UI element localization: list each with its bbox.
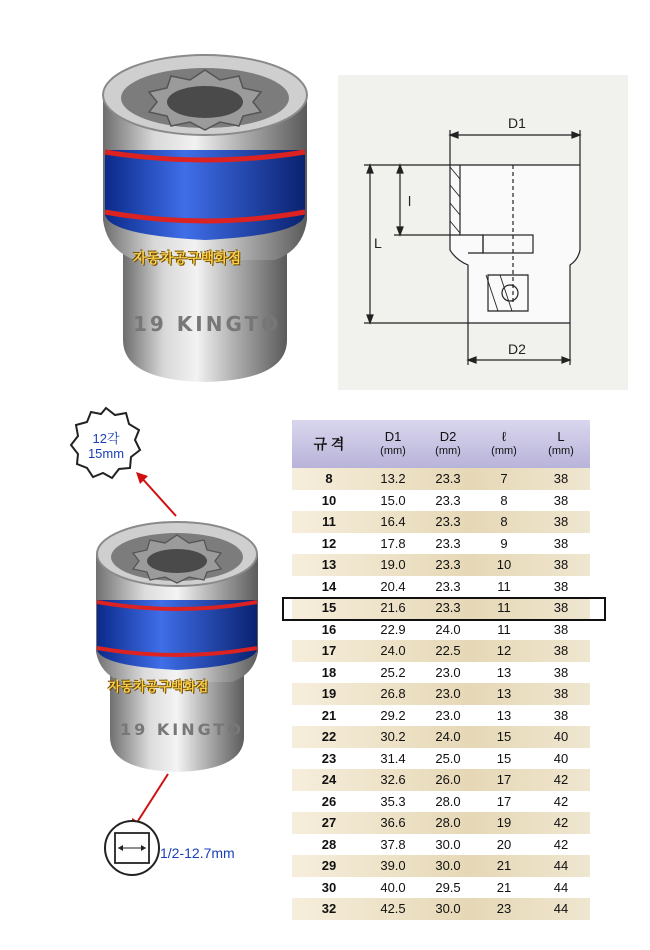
cell-big-l: 38 [553, 535, 569, 551]
cell-small-l: 21 [496, 858, 512, 874]
cell-small-l: 20 [496, 836, 512, 852]
cell-size: 19 [321, 686, 337, 702]
badge-type-label: 12각 [92, 431, 120, 446]
cell-small-l: 12 [496, 643, 512, 659]
cell-d1: 36.6 [380, 815, 406, 831]
table-row [292, 640, 590, 662]
table-row [292, 705, 590, 727]
header-size: 규 격 [313, 436, 345, 452]
cell-big-l: 42 [553, 772, 569, 788]
cell-big-l: 38 [553, 600, 569, 616]
cell-d1: 26.8 [380, 686, 406, 702]
small-photo-engraving: 19 KINGTO [120, 720, 244, 739]
table-row [292, 662, 590, 684]
cell-d1: 20.4 [380, 578, 406, 594]
cell-big-l: 44 [553, 879, 569, 895]
cell-d1: 25.2 [380, 664, 406, 680]
cell-d2: 23.3 [435, 471, 461, 487]
cell-big-l: 38 [553, 578, 569, 594]
table-row [292, 769, 590, 791]
label-l-small: l [408, 193, 412, 209]
square-drive-badge [102, 818, 162, 878]
table-row [292, 726, 590, 748]
cell-d1: 37.8 [380, 836, 406, 852]
cell-big-l: 38 [553, 514, 569, 530]
cell-d2: 23.3 [435, 600, 461, 616]
cell-d1: 22.9 [380, 621, 406, 637]
cell-d1: 17.8 [380, 535, 406, 551]
dimension-drawing [338, 75, 628, 390]
cell-size: 12 [321, 535, 337, 551]
cell-d2: 23.0 [435, 707, 461, 723]
cell-small-l: 8 [500, 514, 508, 530]
cell-d2: 23.3 [435, 535, 461, 551]
cell-big-l: 40 [553, 729, 569, 745]
table-row [292, 834, 590, 856]
table-row [292, 576, 590, 598]
cell-d2: 23.0 [435, 686, 461, 702]
cell-size: 21 [321, 707, 337, 723]
cell-big-l: 38 [553, 707, 569, 723]
cell-size: 18 [321, 664, 337, 680]
table-row [292, 791, 590, 813]
cell-d1: 29.2 [380, 707, 406, 723]
cell-d1: 31.4 [380, 750, 406, 766]
square-drive-icon [102, 818, 162, 878]
table-row [292, 468, 590, 490]
label-d2: D2 [508, 341, 526, 357]
cell-small-l: 15 [496, 750, 512, 766]
drive-size-label: 1/2-12.7mm [160, 845, 235, 861]
small-photo-watermark: 자동차공구백화점 [108, 680, 209, 695]
label-l-big: L [374, 235, 382, 251]
cell-d1: 21.6 [380, 600, 406, 616]
cell-d1: 30.2 [380, 729, 406, 745]
table-row [292, 877, 590, 899]
cell-d1: 42.5 [380, 901, 406, 917]
highlighted-row-frame [282, 597, 606, 621]
cell-d2: 25.0 [435, 750, 461, 766]
cell-d2: 23.3 [435, 557, 461, 573]
cell-small-l: 10 [496, 557, 512, 573]
table-row [292, 511, 590, 533]
cell-size: 27 [321, 815, 337, 831]
cell-big-l: 42 [553, 836, 569, 852]
cell-d2: 29.5 [435, 879, 461, 895]
table-row [292, 898, 590, 920]
spec-table-body [292, 468, 590, 920]
cell-small-l: 13 [496, 707, 512, 723]
cell-size: 28 [321, 836, 337, 852]
cell-d2: 22.5 [435, 643, 461, 659]
cell-big-l: 38 [553, 492, 569, 508]
spec-table-header [292, 420, 590, 468]
cell-big-l: 42 [553, 793, 569, 809]
cell-small-l: 19 [496, 815, 512, 831]
table-row [292, 683, 590, 705]
badge-size-label: 15mm [87, 446, 125, 461]
cell-big-l: 44 [553, 901, 569, 917]
cell-big-l: 38 [553, 621, 569, 637]
cell-d1: 16.4 [380, 514, 406, 530]
cell-big-l: 44 [553, 858, 569, 874]
cell-small-l: 9 [500, 535, 508, 551]
spec-table [292, 420, 590, 920]
cell-d2: 23.3 [435, 514, 461, 530]
cell-d2: 24.0 [435, 621, 461, 637]
socket-cross-section [338, 75, 628, 390]
cell-d2: 30.0 [435, 901, 461, 917]
cell-size: 29 [321, 858, 337, 874]
cell-small-l: 11 [497, 621, 511, 637]
large-photo-watermark: 자동차공구백화점 [133, 251, 242, 267]
cell-size: 10 [321, 492, 337, 508]
cell-size: 23 [321, 750, 337, 766]
cell-size: 11 [322, 514, 336, 530]
table-row [292, 490, 590, 512]
cell-big-l: 38 [553, 664, 569, 680]
cell-small-l: 15 [496, 729, 512, 745]
cell-d2: 30.0 [435, 858, 461, 874]
small-socket-photo [92, 512, 262, 777]
large-photo-engraving: 19 KINGTO [133, 312, 282, 336]
cell-big-l: 38 [553, 557, 569, 573]
cell-d2: 23.3 [435, 492, 461, 508]
cell-small-l: 23 [496, 901, 512, 917]
cell-size: 16 [321, 621, 337, 637]
cell-d2: 23.0 [435, 664, 461, 680]
cell-d1: 32.6 [380, 772, 406, 788]
header-d1: D1 (mm) [380, 429, 406, 457]
cell-size: 26 [321, 793, 337, 809]
cell-small-l: 13 [496, 686, 512, 702]
header-big-l: L (mm) [548, 429, 574, 457]
cell-d1: 19.0 [380, 557, 406, 573]
cell-d1: 40.0 [380, 879, 406, 895]
table-row [292, 855, 590, 877]
header-small-l: ℓ (mm) [491, 429, 517, 457]
table-row [292, 554, 590, 576]
large-socket-photo [95, 40, 315, 390]
cell-size: 17 [321, 643, 337, 659]
cell-d2: 26.0 [435, 772, 461, 788]
large-socket-illustration [95, 40, 315, 390]
cell-d2: 23.3 [435, 578, 461, 594]
cell-d1: 35.3 [380, 793, 406, 809]
cell-small-l: 8 [500, 492, 508, 508]
cell-size: 22 [321, 729, 337, 745]
cell-size: 8 [325, 471, 333, 487]
cell-d1: 13.2 [380, 471, 406, 487]
cell-small-l: 17 [496, 793, 512, 809]
cell-size: 24 [321, 772, 337, 788]
cell-d2: 28.0 [435, 815, 461, 831]
table-row [292, 533, 590, 555]
cell-size: 32 [321, 901, 337, 917]
cell-size: 13 [321, 557, 337, 573]
cell-big-l: 38 [553, 686, 569, 702]
cell-big-l: 42 [553, 815, 569, 831]
cell-d2: 24.0 [435, 729, 461, 745]
cell-small-l: 17 [496, 772, 512, 788]
cell-small-l: 11 [497, 578, 511, 594]
table-row [292, 619, 590, 641]
cell-small-l: 21 [496, 879, 512, 895]
cell-small-l: 7 [500, 471, 508, 487]
label-d1: D1 [508, 115, 526, 131]
table-row [292, 748, 590, 770]
cell-size: 15 [321, 600, 337, 616]
cell-small-l: 11 [497, 600, 511, 616]
cell-d2: 30.0 [435, 836, 461, 852]
cell-small-l: 13 [496, 664, 512, 680]
cell-d1: 15.0 [380, 492, 406, 508]
table-row [292, 812, 590, 834]
cell-d1: 24.0 [380, 643, 406, 659]
cell-d1: 39.0 [380, 858, 406, 874]
cell-big-l: 40 [553, 750, 569, 766]
cell-size: 14 [321, 578, 337, 594]
cell-size: 30 [321, 879, 337, 895]
cell-d2: 28.0 [435, 793, 461, 809]
cell-big-l: 38 [553, 471, 569, 487]
cell-big-l: 38 [553, 643, 569, 659]
header-d2: D2 (mm) [435, 429, 461, 457]
